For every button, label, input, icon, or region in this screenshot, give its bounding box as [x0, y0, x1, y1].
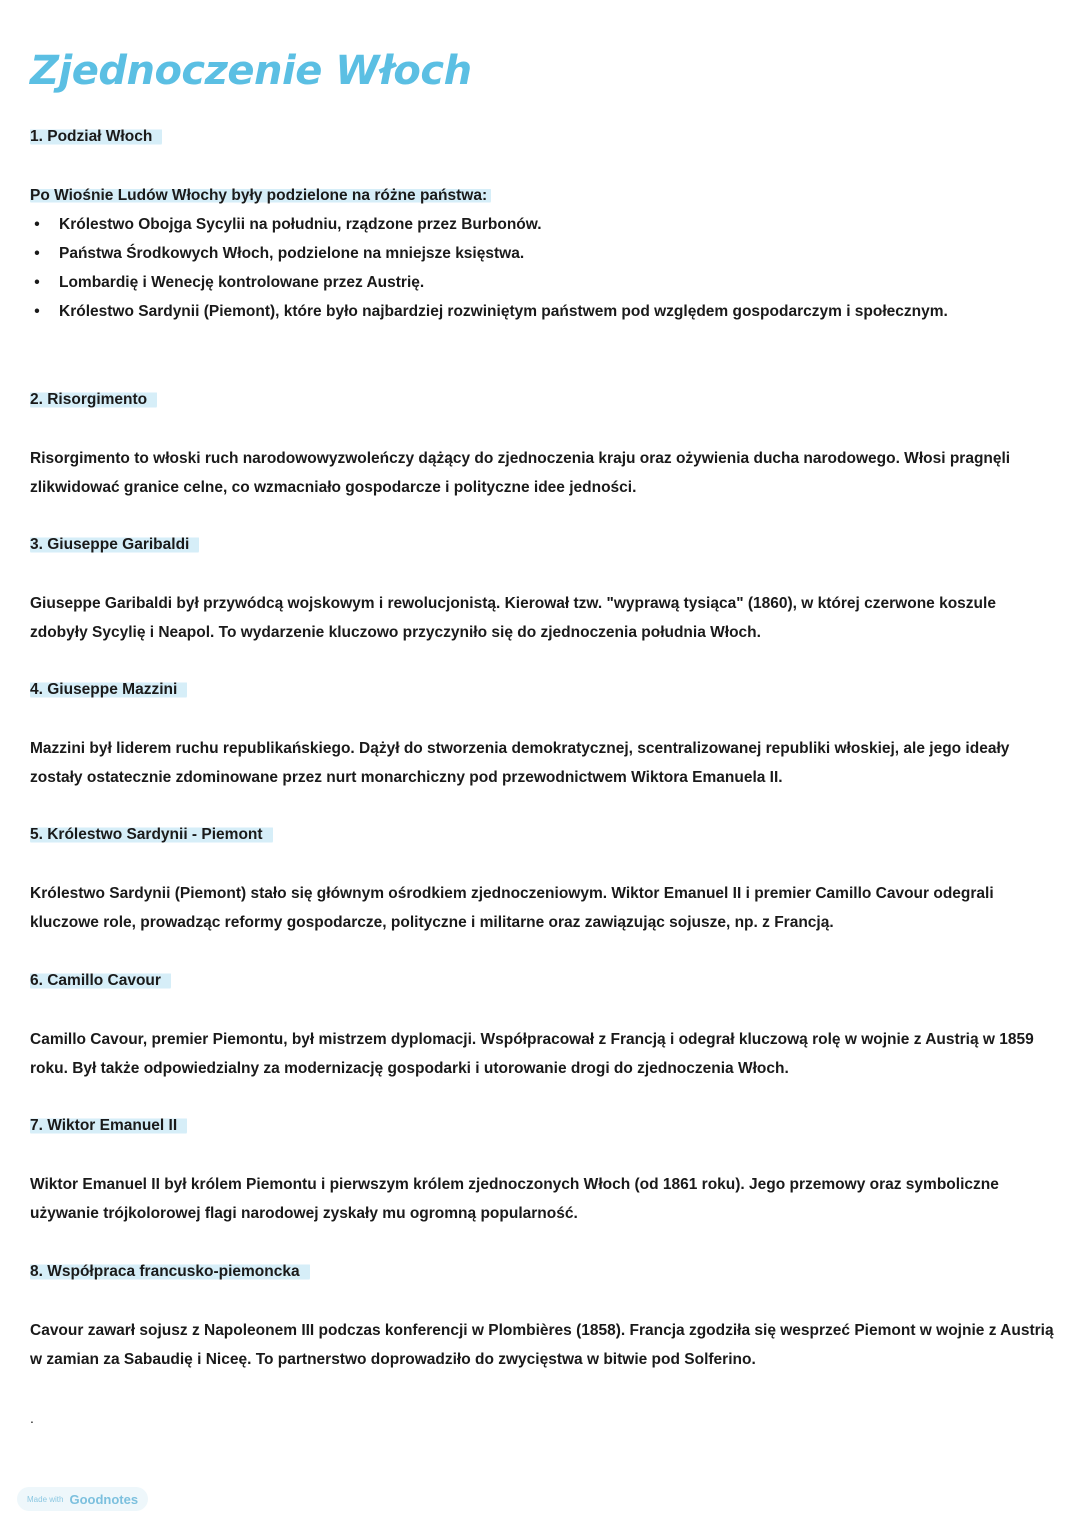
- section-bullets-1: [30, 210, 1030, 326]
- section-heading-7: 7. Wiktor Emanuel II: [30, 1117, 187, 1135]
- section-intro-1: Po Wiośnie Ludów Włochy były podzielone na różne państwa:: [30, 181, 1055, 210]
- made-with-goodnotes-badge[interactable]: [17, 1487, 148, 1511]
- section-text-3: Giuseppe Garibaldi był przywódcą wojskowym i rewolucjonistą. Kierował tzw. "wyprawą tysiąca" (1860), w której czerwone koszule zdobyły Sycylię i Neapol. To wydarzenie kluczowo przyczyniło się do zjednoczenia południa Włoch.: [30, 595, 996, 641]
- section-heading-1: 1. Podział Włoch: [30, 128, 162, 146]
- section-text-6: Camillo Cavour, premier Piemontu, był mistrzem dyplomacji. Współpracował z Francją i odegrał kluczową rolę w wojnie z Austrią w 1859 roku. Był także odpowiedzialny za modernizację gospodarki i utorowanie drogi do zjednoczenia Włoch.: [30, 1031, 1034, 1077]
- badge-made-with-label: Made with: [27, 1494, 64, 1504]
- section-text-5: Królestwo Sardynii (Piemont) stało się głównym ośrodkiem zjednoczeniowym. Wiktor Emanuel II i premier Camillo Cavour odegrali kluczowe role, prowadząc reformy gospodarcze, polityczne i militarne oraz zawiązując sojusze, np. z Francją.: [30, 885, 994, 931]
- section-heading-4: 4. Giuseppe Mazzini: [30, 681, 187, 699]
- section-heading-6: 6. Camillo Cavour: [30, 972, 171, 990]
- section-heading-5: 5. Królestwo Sardynii - Piemont: [30, 826, 273, 844]
- section-text-4: Mazzini był liderem ruchu republikańskiego. Dążył do stworzenia demokratycznej, scentralizowanej republiki włoskiej, ale jego ideały zostały ostatecznie zdominowane przez nurt monarchiczny pod przewodnictwem Wiktora Emanuela II.: [30, 740, 1010, 786]
- trailing-mark: .: [30, 1410, 34, 1426]
- list-item: • Państwa Środkowych Włoch, podzielone na mniejsze księstwa.: [30, 239, 1030, 268]
- section-text-7: Wiktor Emanuel II był królem Piemontu i pierwszym królem zjednoczonych Włoch (od 1861 roku). Jego przemowy oraz symboliczne używanie trójkolorowej flagi narodowej zyskały mu ogromną popularność.: [30, 1176, 999, 1222]
- list-item: • Królestwo Obojga Sycylii na południu, rządzone przez Burbonów.: [30, 210, 1030, 239]
- section-text-2: Risorgimento to włoski ruch narodowowyzwoleńczy dążący do zjednoczenia kraju oraz ożywienia ducha narodowego. Włosi pragnęli zlikwidować granice celne, co wzmacniało gospodarcze i polityczne idee jedności.: [30, 450, 1011, 496]
- section-text-8: Cavour zawarł sojusz z Napoleonem III podczas konferencji w Plombières (1858). Francja zgodziła się wesprzeć Piemont w wojnie z Austrią w zamian za Sabaudię i Niceę. To partnerstwo doprowadziło do zwycięstwa w bitwie pod Solferino.: [30, 1322, 1054, 1368]
- section-heading-2: 2. Risorgimento: [30, 391, 157, 409]
- list-item: • Królestwo Sardynii (Piemont), które było najbardziej rozwiniętym państwem pod względem gospodarczym i społecznym.: [30, 297, 1030, 326]
- goodnotes-logo: Goodnotes: [69, 1491, 139, 1507]
- bullet-icon: •: [34, 245, 40, 262]
- section-heading-3: 3. Giuseppe Garibaldi: [30, 536, 199, 554]
- list-item: • Lombardię i Wenecję kontrolowane przez Austrię.: [30, 268, 1030, 297]
- bullet-icon: •: [34, 216, 40, 233]
- bullet-icon: •: [34, 274, 40, 291]
- bullet-icon: •: [34, 303, 40, 320]
- section-heading-8: 8. Współpraca francusko-piemoncka: [30, 1263, 310, 1281]
- page-title: Zjednoczenie Włoch: [30, 48, 472, 94]
